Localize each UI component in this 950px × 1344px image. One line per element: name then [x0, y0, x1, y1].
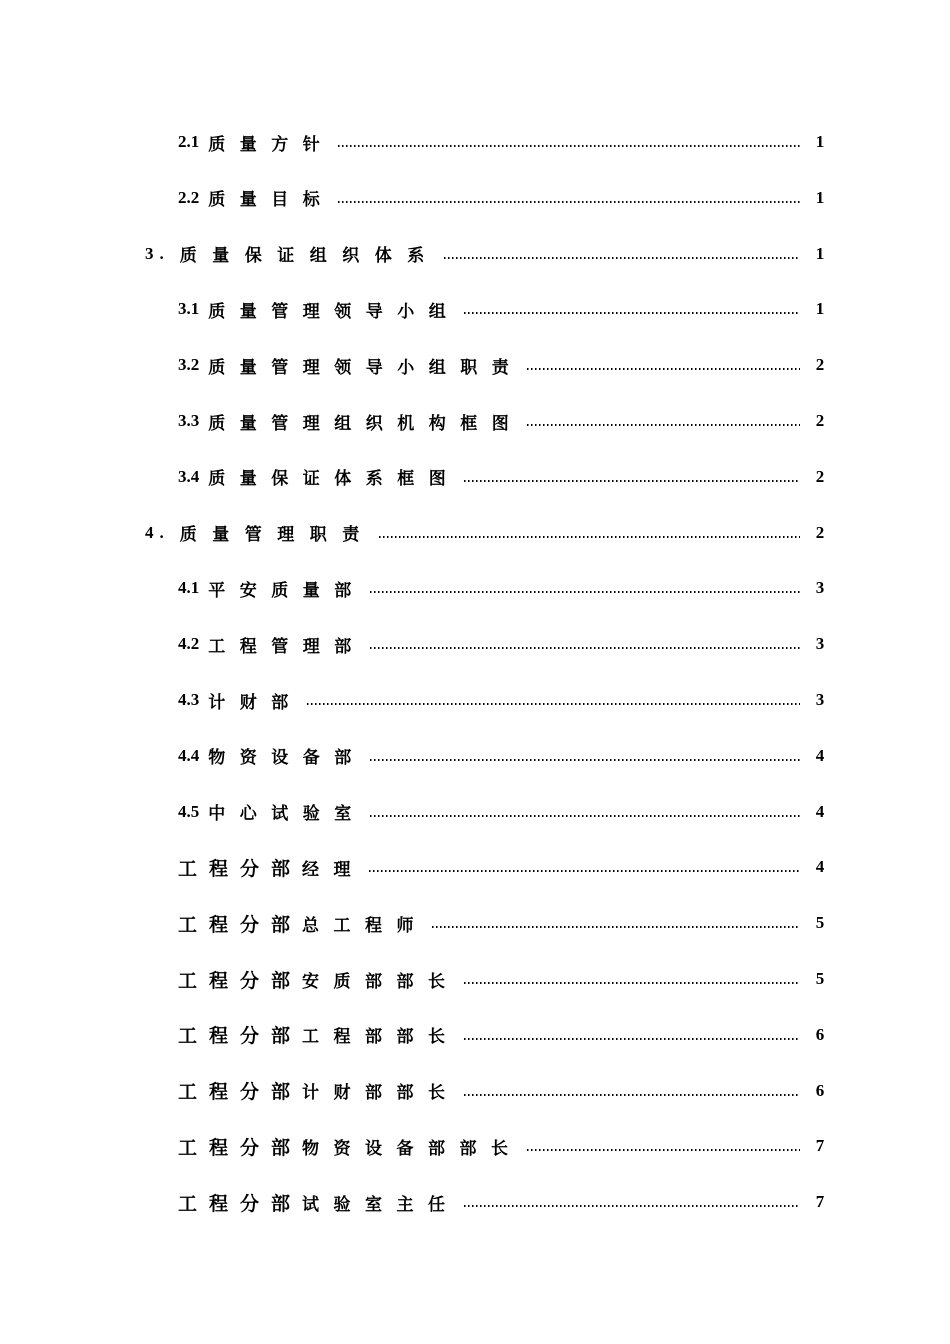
toc-entry-title: 工程管理部 — [208, 636, 366, 657]
toc-entry-prefix: 工程分部 — [178, 913, 303, 936]
toc-entry-title: 质量目标 — [208, 190, 335, 211]
toc-entry-title: 质量管理领导小组 — [208, 301, 461, 322]
toc-dot-leader — [338, 183, 800, 213]
toc-dot-leader — [370, 629, 800, 659]
toc-entry-title: 质量方针 — [208, 134, 335, 155]
toc-entry-title: 物资设备部 — [208, 748, 366, 769]
toc-entry-number: 2.2 — [178, 187, 200, 207]
toc-entry[interactable] — [0, 127, 950, 157]
toc-entry[interactable] — [0, 1020, 950, 1050]
toc-entry[interactable] — [0, 1076, 950, 1106]
toc-entry[interactable] — [0, 908, 950, 938]
toc-dot-leader — [464, 462, 800, 492]
toc-entry-title: 总工程师 — [302, 915, 429, 936]
toc-entry-title: 物资设备部部长 — [302, 1138, 523, 1159]
toc-entry-prefix: 工程分部 — [178, 969, 303, 992]
toc-entry-heading — [178, 1076, 460, 1106]
toc-entry-heading — [178, 350, 523, 380]
toc-entry-number: 4.2 — [178, 634, 200, 654]
toc-entry-title: 质量保证体系框图 — [208, 469, 461, 490]
toc-entry-heading — [178, 294, 460, 324]
toc-entry-number: 4.3 — [178, 690, 200, 709]
toc-entry-page-number: 4 — [815, 745, 825, 765]
toc-entry-page-number: 3 — [815, 578, 825, 598]
toc-entry-prefix: 工程分部 — [178, 857, 303, 880]
toc-entry-title: 工程部部长 — [302, 1027, 460, 1048]
toc-entry-title: 计财部部长 — [302, 1083, 460, 1104]
toc-dot-leader — [370, 797, 800, 827]
toc-entry-heading — [178, 462, 460, 492]
toc-entry-page-number: 5 — [815, 969, 825, 988]
toc-entry-page-number: 3 — [815, 690, 825, 709]
toc-entry-number: 4. — [145, 522, 170, 542]
toc-entry-heading — [178, 964, 460, 994]
toc-entry[interactable] — [0, 1187, 950, 1217]
toc-entry-page-number: 7 — [815, 1136, 825, 1156]
toc-entry-heading — [178, 797, 366, 827]
toc-entry-title: 中心试验室 — [208, 804, 366, 825]
toc-entry-page-number: 2 — [815, 411, 825, 430]
toc-entry-number: 3.1 — [178, 299, 200, 319]
toc-entry-title: 质量管理领导小组职责 — [208, 357, 524, 378]
toc-entry-heading — [178, 183, 334, 213]
toc-entry-title: 计财部 — [208, 692, 303, 713]
toc-dot-leader — [464, 1187, 800, 1217]
toc-entry-number: 4.4 — [178, 745, 200, 765]
toc-entry[interactable] — [0, 294, 950, 324]
toc-entry-heading — [178, 573, 366, 603]
toc-entry-title: 安质部部长 — [302, 971, 460, 992]
toc-entry-title: 质量保证组织体系 — [179, 246, 440, 267]
toc-entry-page-number: 6 — [815, 1024, 825, 1044]
toc-entry[interactable] — [0, 1131, 950, 1161]
toc-entry-number: 3.2 — [178, 355, 200, 375]
toc-entry-page-number: 3 — [815, 634, 825, 654]
toc-entry[interactable] — [0, 183, 950, 213]
toc-entry-prefix: 工程分部 — [178, 1081, 303, 1104]
toc-entry[interactable] — [0, 964, 950, 994]
toc-entry-number: 4.5 — [178, 801, 200, 821]
toc-entry-number: 3. — [145, 243, 170, 263]
toc-entry-heading — [178, 852, 365, 882]
toc-entry[interactable] — [0, 629, 950, 659]
toc-entry-page-number: 2 — [815, 466, 825, 486]
toc-dot-leader — [464, 964, 800, 994]
toc-entry-heading — [178, 406, 523, 436]
toc-dot-leader — [307, 685, 800, 715]
toc-entry[interactable] — [0, 518, 950, 548]
toc-entry-heading — [178, 685, 303, 715]
toc-entry-page-number: 6 — [815, 1080, 825, 1100]
toc-entry-page-number: 1 — [815, 243, 825, 263]
toc-entry-heading — [178, 629, 366, 659]
toc-entry[interactable] — [0, 350, 950, 380]
toc-entry[interactable] — [0, 406, 950, 436]
toc-entry[interactable] — [0, 462, 950, 492]
toc-entry-title: 质量管理职责 — [179, 525, 375, 546]
toc-dot-leader — [464, 294, 800, 324]
toc-dot-leader — [464, 1020, 800, 1050]
toc-entry-number: 4.1 — [178, 578, 200, 598]
toc-entry[interactable] — [0, 685, 950, 715]
toc-entry-page-number: 7 — [815, 1192, 825, 1212]
toc-entry-title: 质量管理组织机构框图 — [208, 413, 524, 434]
toc-dot-leader — [369, 852, 800, 882]
toc-entry-page-number: 4 — [815, 857, 825, 877]
toc-dot-leader — [338, 127, 800, 157]
toc-entry-title: 试验室主任 — [302, 1194, 460, 1215]
toc-entry-number: 2.1 — [178, 132, 200, 151]
toc-dot-leader — [527, 406, 800, 436]
toc-dot-leader — [527, 350, 800, 380]
toc-entry-prefix: 工程分部 — [178, 1025, 303, 1048]
toc-entry-page-number: 5 — [815, 913, 825, 933]
toc-entry[interactable] — [0, 239, 950, 269]
toc-entry-heading — [178, 1187, 460, 1217]
toc-entry-page-number: 2 — [815, 522, 825, 542]
toc-dot-leader — [464, 1076, 800, 1106]
toc-dot-leader — [444, 239, 800, 269]
toc-entry-page-number: 1 — [815, 187, 825, 207]
toc-entry-prefix: 工程分部 — [178, 1192, 303, 1215]
toc-dot-leader — [370, 741, 800, 771]
toc-entry-page-number: 1 — [815, 299, 825, 319]
toc-dot-leader — [432, 908, 800, 938]
toc-entry-number: 3.3 — [178, 411, 200, 430]
toc-entry-page-number: 4 — [815, 801, 825, 821]
toc-entry-heading — [178, 127, 334, 157]
toc-dot-leader — [379, 518, 800, 548]
toc-entry[interactable] — [0, 741, 950, 771]
toc-entry[interactable] — [0, 852, 950, 882]
toc-entry-title: 平安质量部 — [208, 580, 366, 601]
toc-entry-page-number: 2 — [815, 355, 825, 375]
toc-dot-leader — [527, 1131, 800, 1161]
toc-entry-prefix: 工程分部 — [178, 1136, 303, 1159]
toc-entry-heading — [145, 239, 440, 269]
toc-entry-number: 3.4 — [178, 466, 200, 486]
toc-entry-heading — [145, 518, 375, 548]
toc-dot-leader — [370, 573, 800, 603]
toc-entry-title: 经理 — [302, 859, 366, 880]
toc-entry-heading — [178, 1131, 523, 1161]
toc-entry[interactable] — [0, 797, 950, 827]
toc-entry-heading — [178, 741, 366, 771]
toc-entry-heading — [178, 908, 428, 938]
toc-entry-heading — [178, 1020, 460, 1050]
toc-entry[interactable] — [0, 573, 950, 603]
toc-entry-page-number: 1 — [815, 132, 825, 151]
